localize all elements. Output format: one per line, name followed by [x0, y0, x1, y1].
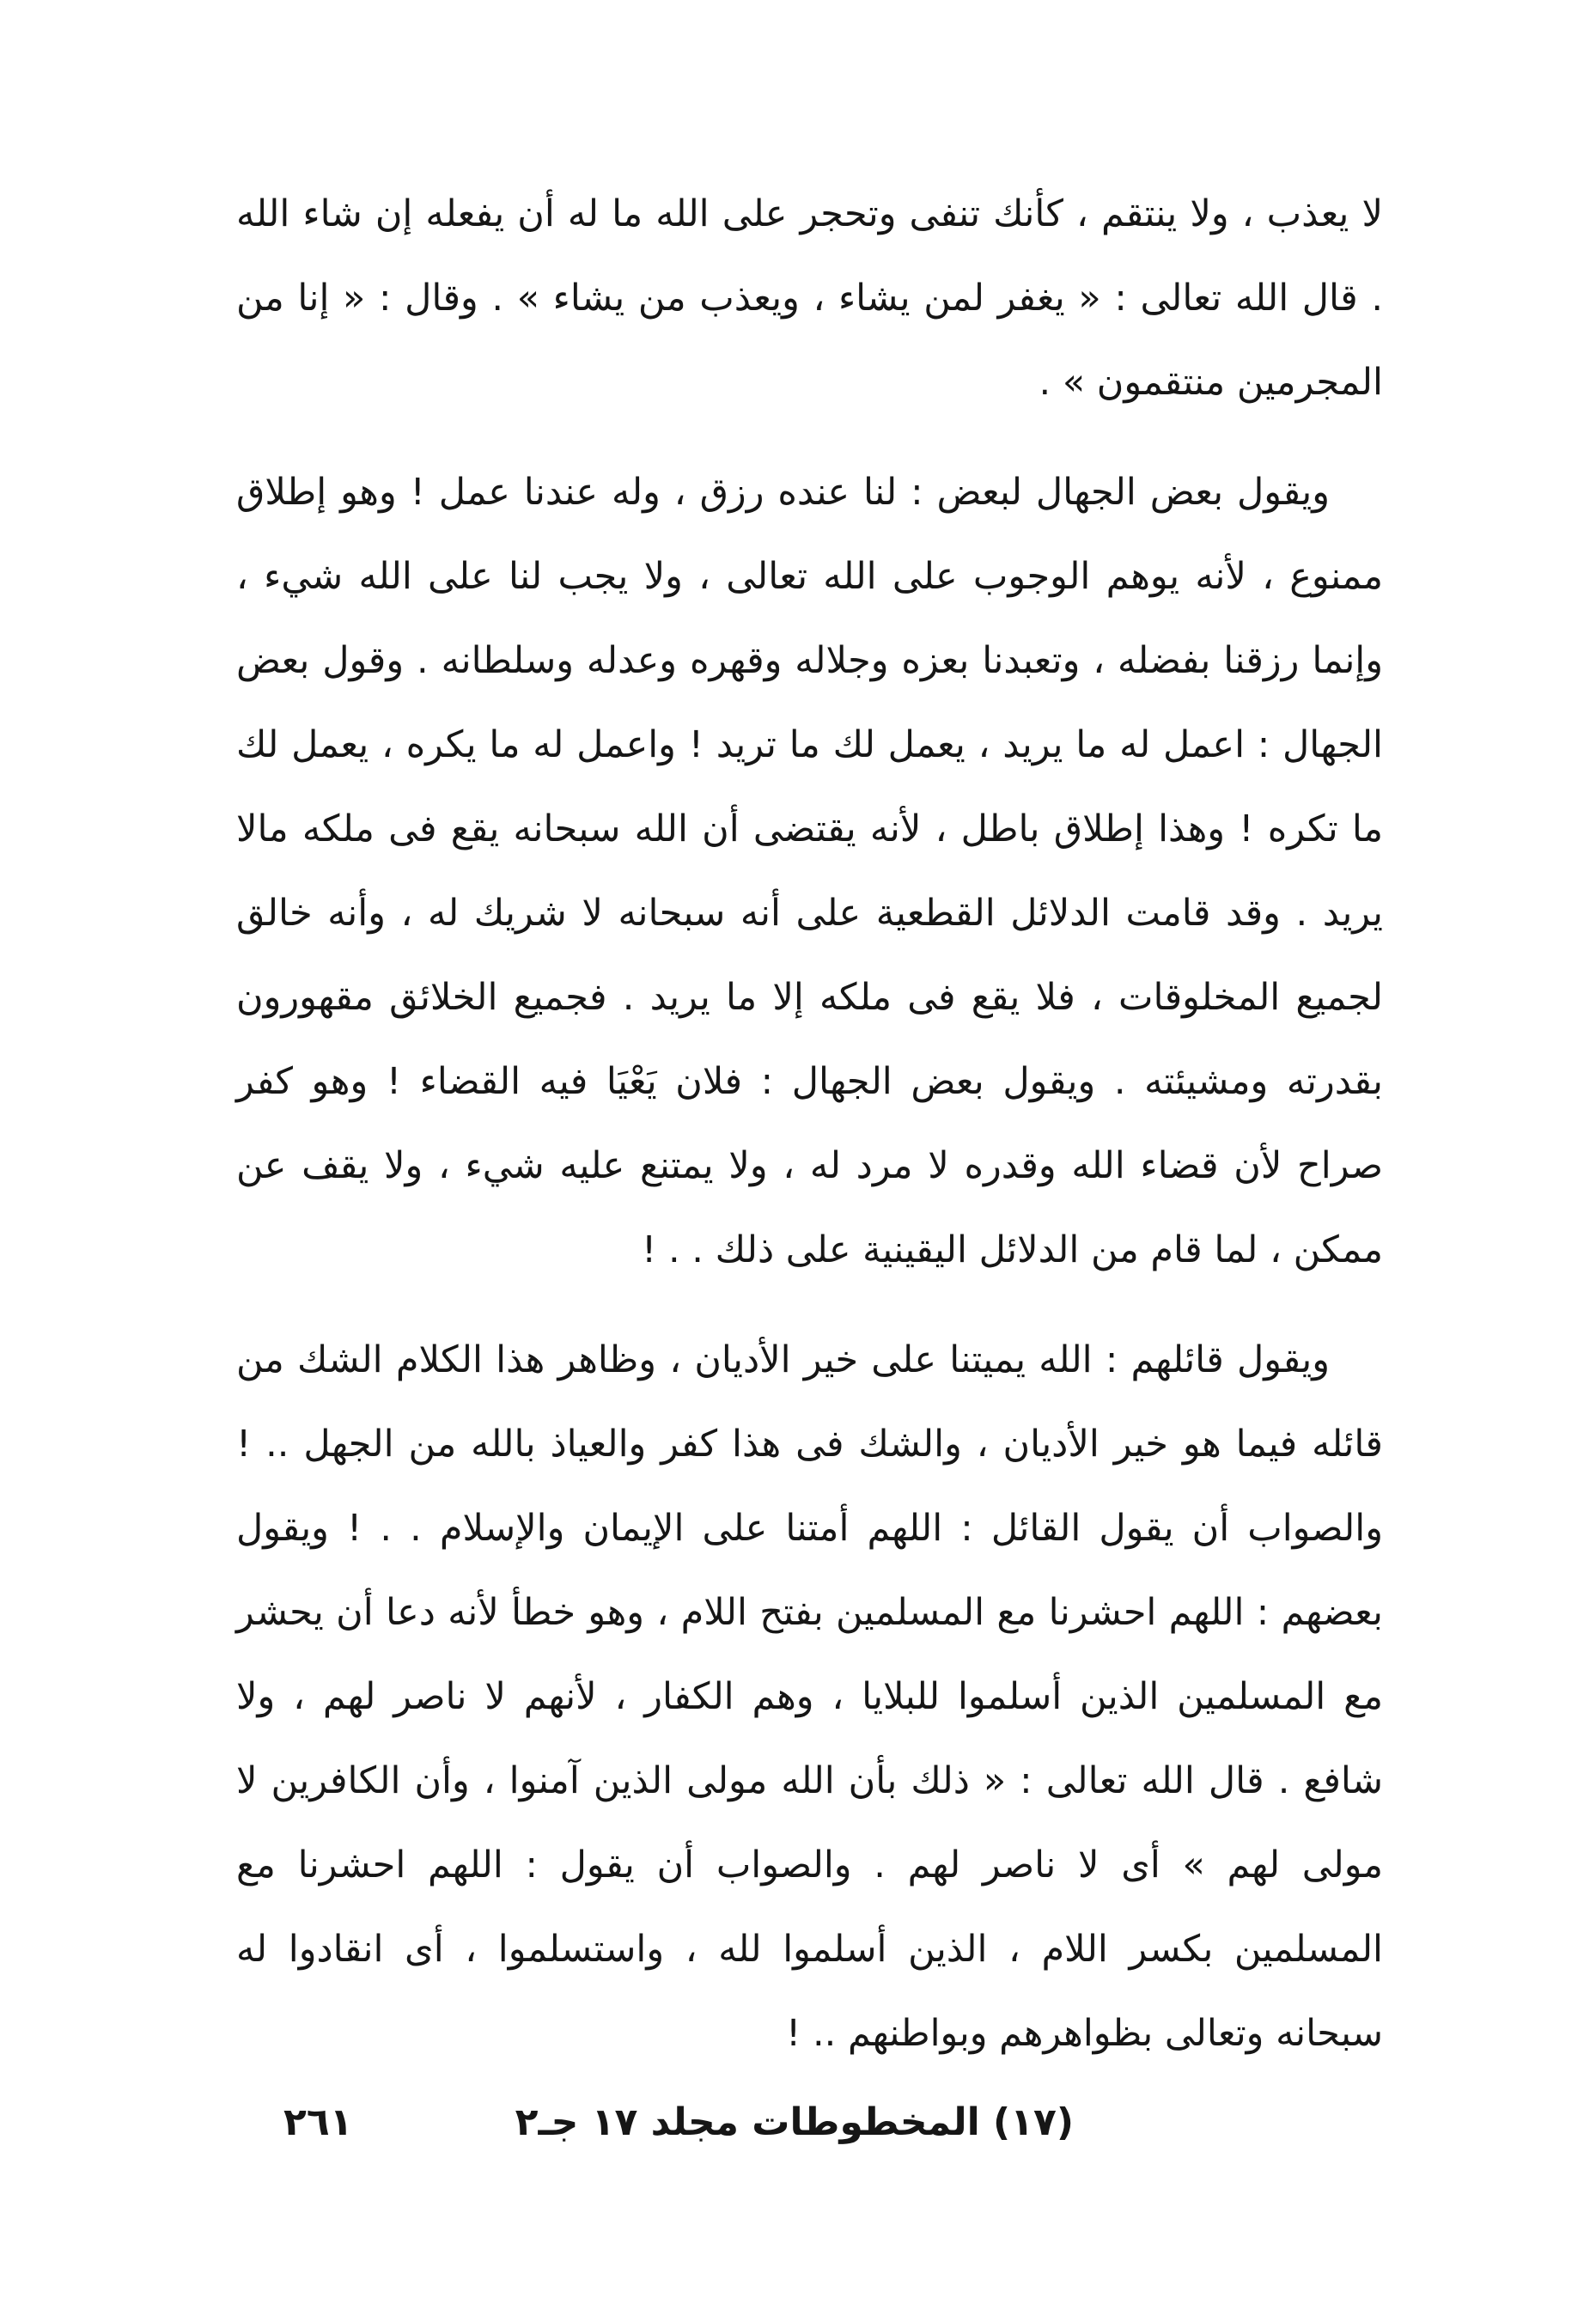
- paragraph-2: ويقول بعض الجهال لبعض : لنا عنده رزق ، وله عندنا عمل ! وهو إطلاق ممنوع ، لأنه يوهم الوجوب على الله تعالى ، ولا يجب لنا على الله شيء ، وإنما رزقنا بفضله ، وتعبدنا بعزه وجلاله وقهره وعدله وسلطانه . وقول بعض الجهال : اعمل له ما يريد ، يعمل لك ما تريد ! واعمل له ما يكره ، يعمل لك ما تكره ! وهذا إطلاق باطل ، لأنه يقتضى أن الله سبحانه يقع فى ملكه مالا يريد . وقد قامت الدلائل القطعية على أنه سبحانه لا شريك له ، وأنه خالق لجميع المخلوقات ، فلا يقع فى ملكه إلا ما يريد . فجميع الخلائق مقهورون بقدرته ومشيئته . ويقول بعض الجهال : فلان يَعْيَا فيه القضاء ! وهو كفر صراح لأن قضاء الله وقدره لا مرد له ، ولا يمتنع عليه شيء ، ولا يقف عن ممكن ، لما قام من الدلائل اليقينية على ذلك . . !: [236, 471, 1383, 1271]
- page-footer: [249, 2100, 1383, 2161]
- body-text: [236, 172, 1383, 2075]
- signature-mark: (١٧) المخطوطات مجلد ١٧ جـ٢: [515, 2100, 1074, 2144]
- paragraph-1: لا يعذب ، ولا ينتقم ، كأنك تنفى وتحجر على الله ما له أن يفعله إن شاء الله . قال الله تعالى : « يغفر لمن يشاء ، ويعذب من يشاء » . وقال : « إنا من المجرمين منتقمون » .: [236, 192, 1383, 404]
- paragraph-3: ويقول قائلهم : الله يميتنا على خير الأديان ، وظاهر هذا الكلام الشك من قائله فيما هو خير الأديان ، والشك فى هذا كفر والعياذ بالله من الجهل .. ! والصواب أن يقول القائل : اللهم أمتنا على الإيمان والإسلام . . ! ويقول بعضهم : اللهم احشرنا مع المسلمين بفتح اللام ، وهو خطأ لأنه دعا أن يحشر مع المسلمين الذين أسلموا للبلايا ، وهم الكفار ، لأنهم لا ناصر لهم ، ولا شافع . قال الله تعالى : « ذلك بأن الله مولى الذين آمنوا ، وأن الكافرين لا مولى لهم » أى لا ناصر لهم . والصواب أن يقول : اللهم احشرنا مع المسلمين بكسر اللام ، الذين أسلموا لله ، واستسلموا ، أى انقادوا له سبحانه وتعالى بظواهرهم وبواطنهم .. !: [236, 1338, 1383, 2055]
- page-number: ٢٦١: [283, 2100, 353, 2144]
